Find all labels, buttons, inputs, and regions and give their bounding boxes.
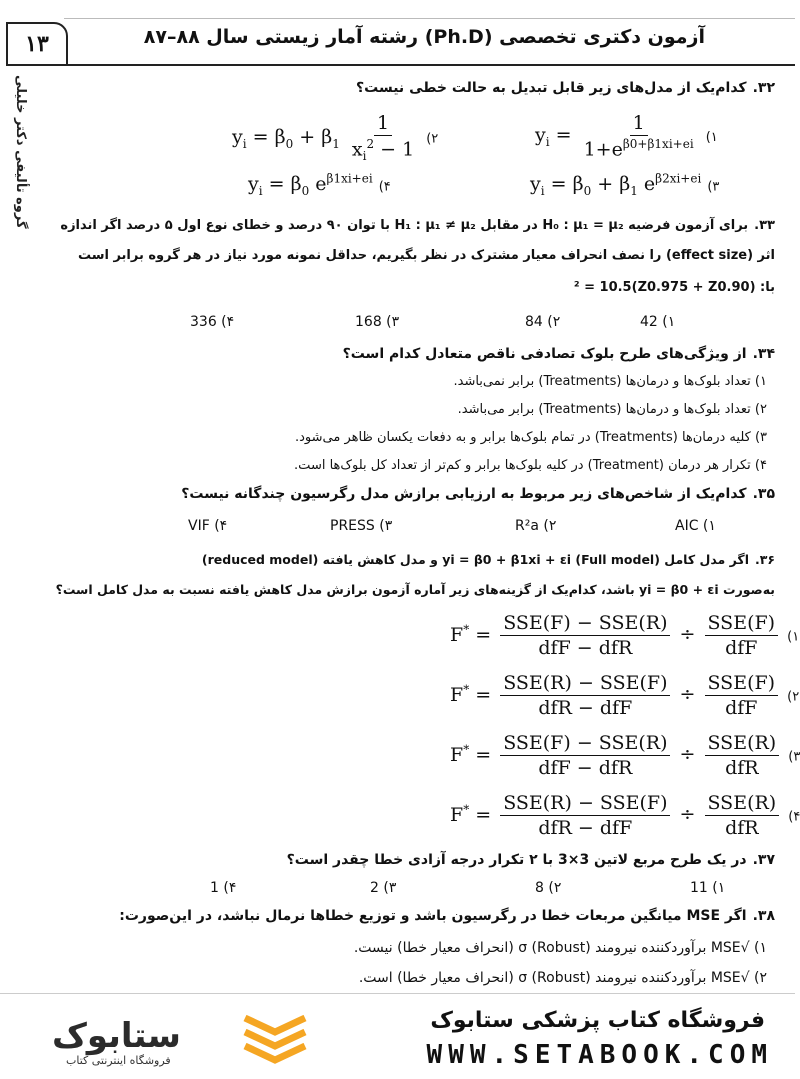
setabook-logo-text[interactable]: ستابوک — [52, 1016, 181, 1056]
q37-option-2: 8 (۲ — [535, 880, 562, 896]
q35-option-4: VIF (۴ — [188, 518, 228, 534]
q35-option-2: R²a (۲ — [515, 518, 557, 534]
question-text: کدام‌یک از مدل‌های زیر قابل تبدیل به حالت خطی نیست؟ — [356, 80, 747, 96]
q38-option-2: ۲) √MSE برآوردکننده نیرومند (Robust) σ (انحراف معیار خطا) است. — [358, 970, 767, 986]
q35-option-3: PRESS (۳ — [330, 518, 393, 534]
q32-option-2: $y_i = \beta_0 + \beta_1$ $\frac{1}{x_i^2 - 1}$ (۲ — [232, 112, 439, 164]
q33-option-3: 168 (۳ — [355, 314, 400, 330]
q37-option-1: 11 (۱ — [690, 880, 726, 896]
page-title: آزمون دکتری تخصصی (Ph.D) رشته آمار زیستی سال ۸۸–۸۷ — [143, 26, 705, 48]
q37-option-4: 1 (۴ — [210, 880, 237, 896]
shop-title: فروشگاه کتاب پزشکی ستابوک — [430, 1008, 765, 1033]
question-36: ۳۶.اگر مدل کامل (Full model) yi = β0 + β1xi + εi و مدل کاهش یافته (reduced model) — [201, 552, 775, 567]
header-top-rule — [64, 18, 795, 19]
question-32 — [356, 80, 775, 96]
question-33-line2: اثر (effect size) را نصف انحراف معیار مشترک در نظر بگیریم، حداقل نمونه مورد نیاز در هر گروه برابر است — [77, 248, 775, 263]
q34-option-4: ۴) تکرار هر درمان (Treatment) در کلیه بلوک‌ها برابر و کم‌تر از تعداد کل بلوک‌ها است. — [294, 458, 767, 473]
q35-option-1: AIC (۱ — [675, 518, 716, 534]
side-note: گروه تألیفی دکتر خلیلی — [13, 75, 28, 229]
q34-option-2: ۲) تعداد بلوک‌ها و درمان‌ها (Treatments) برابر می‌باشد. — [457, 402, 767, 417]
header-rule — [64, 64, 795, 66]
q32-option-4: $y_i = \beta_0$ $e^{\beta 1xi+ei}$ (۴ — [248, 172, 391, 199]
q37-option-3: 2 (۳ — [370, 880, 397, 896]
q36-option-2: F* = $\frac{\text{SSE(R) − SSE(F)}}{\text{dfR − dfF}}$ ÷ $\frac{\text{SSE(F)}}{\text{dfF}}$ (۲ — [450, 672, 800, 719]
q34-option-1: ۱) تعداد بلوک‌ها و درمان‌ها (Treatments) برابر نمی‌باشد. — [453, 374, 767, 389]
q32-option-1: $y_i$ = $\frac{1}{1+e^{\beta 0+\beta 1xi+ei}}$ (۱ — [535, 112, 718, 161]
q33-option-1: 42 (۱ — [640, 314, 676, 330]
q34-option-3: ۳) کلیه درمان‌ها (Treatments) در تمام بلوک‌ها برابر و به دفعات یکسان ظاهر می‌شود. — [295, 430, 767, 445]
q33-option-2: 84 (۲ — [525, 314, 561, 330]
question-number: ۳۲. — [752, 80, 775, 96]
question-33: ۳۳.برای آزمون فرضیه H₀ : μ₁ = μ₂ در مقابل H₁ : μ₁ ≠ μ₂ با توان ۹۰ درصد و خطای نوع اول ۵ درصد اگر اندازه — [60, 218, 775, 233]
q32-option-3: $y_i = \beta_0 + \beta_1$ $e^{\beta 2xi+ei}$ (۳ — [530, 172, 720, 199]
question-38: ۳۸.اگر MSE میانگین مربعات خطا در رگرسیون باشد و توزیع خطاها نرمال نباشد، در این‌صورت: — [119, 908, 775, 924]
shop-url-link[interactable]: WWW.SETABOOK.COM — [426, 1040, 773, 1070]
setabook-logo-mark-icon — [240, 1008, 310, 1068]
q36-option-3: F* = $\frac{\text{SSE(F) − SSE(R)}}{\text{dfF − dfR}}$ ÷ $\frac{\text{SSE(R)}}{\text{dfR}}$ (۳ — [450, 732, 800, 779]
footer-rule — [0, 993, 795, 994]
q38-option-1: ۱) √MSE برآوردکننده نیرومند (Robust) σ (انحراف معیار خطا) نیست. — [353, 940, 767, 956]
q33-option-4: 336 (۴ — [190, 314, 235, 330]
question-34: ۳۴.از ویژگی‌های طرح بلوک تصادفی ناقص متعادل کدام است؟ — [342, 346, 775, 362]
question-35: ۳۵.کدام‌یک از شاخص‌های زیر مربوط به ارزیابی برازش مدل رگرسیون چندگانه نیست؟ — [181, 486, 775, 502]
q36-option-4: F* = $\frac{\text{SSE(R) − SSE(F)}}{\text{dfR − dfF}}$ ÷ $\frac{\text{SSE(R)}}{\text{dfR}}$ (۴ — [450, 792, 800, 839]
setabook-logo-subtitle: فروشگاه اینترنتی کتاب — [66, 1054, 171, 1067]
question-33-line3: با: (Z0.975 + Z0.90)² = 10.5 — [573, 280, 775, 295]
q36-option-1: F* = $\frac{\text{SSE(F) − SSE(R)}}{\text{dfF − dfR}}$ ÷ $\frac{\text{SSE(F)}}{\text{dfF}}$ (۱ — [450, 612, 800, 659]
question-37: ۳۷.در یک طرح مربع لاتین 3×3 با ۲ تکرار درجه آزادی خطا چقدر است؟ — [286, 852, 775, 868]
question-36-line2: به‌صورت yi = β0 + εi باشد، کدام‌یک از گزینه‌های زیر آماره آزمون برازش مدل کاهش یافته نسبت به مدل کامل است؟ — [55, 582, 775, 597]
page-number: ۱۳ — [6, 22, 68, 66]
